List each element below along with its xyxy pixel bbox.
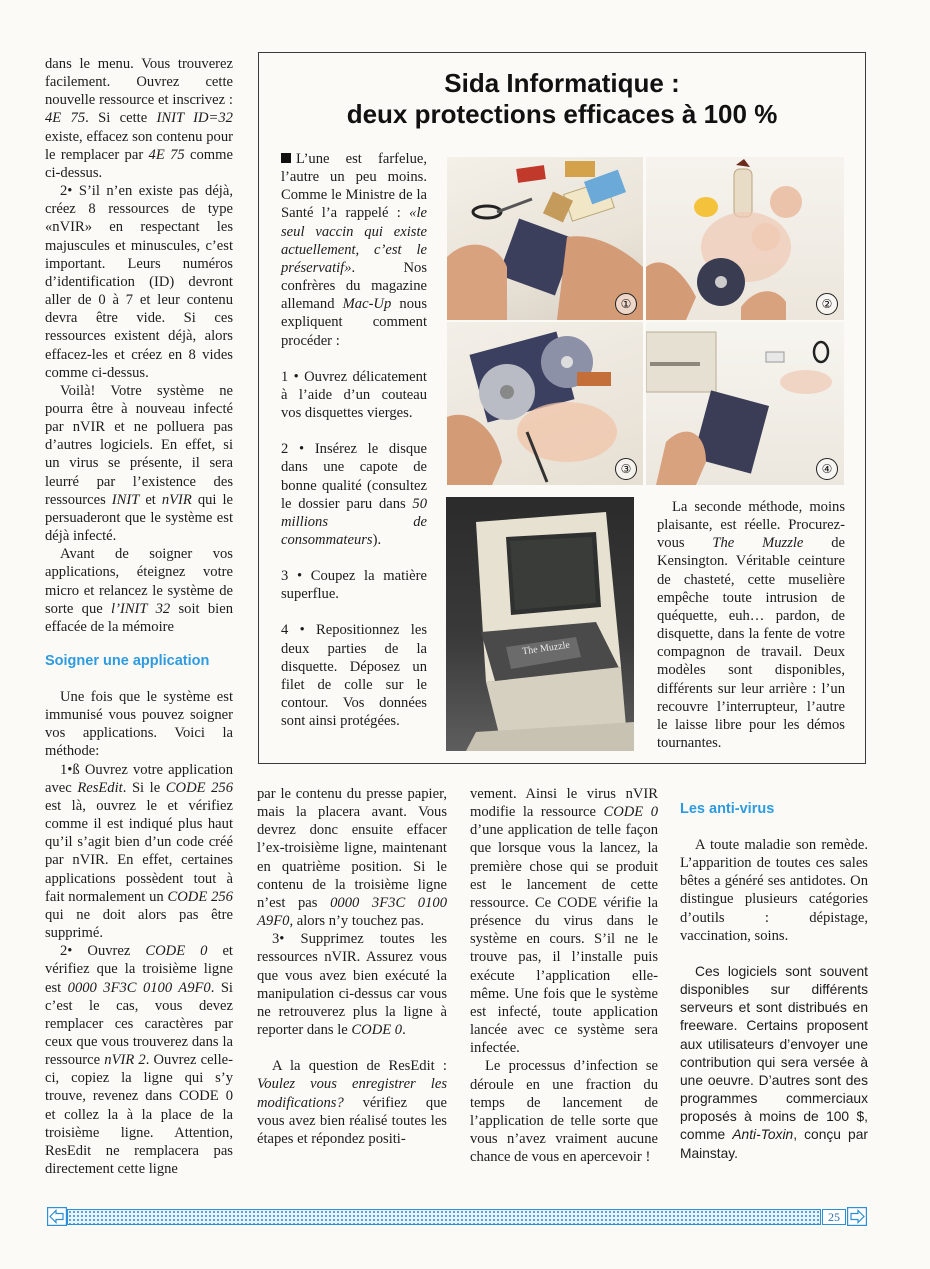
column-1 xyxy=(45,55,233,1178)
arrow-left-icon xyxy=(47,1207,67,1226)
photo-step-4 xyxy=(646,322,844,485)
paragraph: L’une est farfelue, l’autre un peu moins. Comme le Ministre de la Santé l’a rappelé : «le seul vaccin qui existe actuellement, c’est le préservatif». Nos confrères du magazine allemand Mac-Up nous expliquent comment procéder : xyxy=(281,151,427,349)
page-number: 25 xyxy=(822,1209,846,1225)
feature-title: Sida Informatique : deux protections efficaces à 100 % xyxy=(346,68,778,129)
paragraph: Voilà! Votre système ne pourra être à nouveau infecté par nVIR et ne polluera pas d’autres logiciels. En effet, si un virus se présente, il sera leurré par l’existence des ressources INIT et nVIR qui le persuaderont que le système est déjà infecté. xyxy=(45,382,233,545)
paragraph: Le processus d’infection se déroule en une fraction du temps de lancement de l’application de telle sorte que vous n’avez vraiment aucune chance de vous en apercevoir ! xyxy=(470,1058,658,1166)
paragraph: 2• Ouvrez CODE 0 et vérifiez que la troisième ligne est 0000 3F3C 0100 A9F0. Si c’est le cas, vous devez remplacer ces caractères par ceux que vous trouverez dans la ressource nVIR 2. Ouvrez celle-ci, copiez la ligne qui s’y trouve, revenez dans CODE 0 et collez la à la place de la troisième ligne. Attention, ResEdit ne remplacera pas directement cette ligne xyxy=(45,943,233,1178)
photo-muzzle xyxy=(446,497,634,751)
paragraph: A la question de ResEdit : Voulez vous enregistrer les modifications? vérifiez que vous avez bien réalisé toutes les étapes et répondez positi- xyxy=(257,1058,447,1147)
paragraph: vement. Ainsi le virus nVIR modifie la ressource CODE 0 d’une application de telle façon que lorsque vous la lancez, la première chose qui se produit est le lancement de cette ressource. Ce CODE vérifie la présence du virus dans le système en cours. S’il ne le trouve pas, il l’installe puis exécute l’application elle-même. Une fois que le système est infecté, toute application lancée avec ce système sera infectée. xyxy=(470,786,658,1057)
photo-number-badge: ③ xyxy=(615,458,637,480)
step-4: 4 • Repositionnez les deux parties de la disquette. Déposez un filet de colle sur le contour. Vos données sont ainsi protégées. xyxy=(281,622,427,730)
photo-number-badge: ① xyxy=(615,293,637,315)
photo-illustration xyxy=(447,157,643,320)
feature-right-column xyxy=(657,498,845,752)
column-2 xyxy=(257,785,447,1148)
photo-number-badge: ④ xyxy=(816,458,838,480)
paragraph: Une fois que le système est immunisé vous pouvez soigner vos applications. Voici la méthode: xyxy=(45,689,233,760)
bullet-square-icon xyxy=(281,153,291,163)
paragraph: 2• S’il n’en existe pas déjà, créez 8 ressources de type «nVIR» en respectant les majuscules et minuscules, c’est important. Leurs numéros d’identification (ID) devront aller de 0 à 7 et leur contenu devra être vide. Si ces ressources existent déjà, alors effacez-les et créez en 8 vides comme ci-dessus. xyxy=(45,183,233,381)
paragraph: 3• Supprimez toutes les ressources nVIR. Assurez vous que vous avez bien exécuté la manipulation ci-dessus car vous ne retrouverez plus la ligne à reporter dans le CODE 0. xyxy=(257,931,447,1039)
feature-intro-column xyxy=(281,150,427,730)
paragraph: par le contenu du presse papier, mais la placera avant. Vous devrez donc ensuite effacer l’ex-troisième ligne, maintenant en quatrième position. Si le contenu de la troisième ligne n’est pas 0000 3F3C 0100 A9F0, alors n’y touchez pas. xyxy=(257,786,447,930)
muzzle-label: The Muzzle xyxy=(521,639,571,658)
paragraph: Ces logiciels sont souvent disponibles sur différents serveurs et sont distribués en freeware. Certains proposent aux utilisateurs d’envoyer une contribution qui sera versée à une oeuvre. D’autres sont des programmes commerciaux proposés à moins de 100 $, comme Anti-Toxin, conçu par Mainstay. xyxy=(680,963,868,1161)
photo-illustration xyxy=(446,497,634,751)
paragraph: dans le menu. Vous trouverez facilement. Ouvrez cette nouvelle ressource et inscrivez : 4E 75. Si cette INIT ID=32 existe, effacez son contenu pour le remplacer par 4E 75 comme ci-dessus. xyxy=(45,56,233,181)
paragraph: La seconde méthode, moins plaisante, est réelle. Procurez-vous The Muzzle de Kensington. Véritable ceinture de chasteté, cette muselière empêche toute intrusion de quéquette, euh… pardon, de disquette, dans la fente de votre compagnon de travail. Deux modèles sont disponibles, différents sur leur arrière : l’un recouvre l’interrupteur, l’autre le laisse libre pour les démos tournantes. xyxy=(657,499,845,752)
paragraph: A toute maladie son remède. L’apparition de toutes ces sales bêtes a généré ses antidotes. On distingue plusieurs catégories d’outils : dépistage, vaccination, soins. xyxy=(680,837,868,944)
paragraph: Avant de soigner vos applications, éteignez votre micro et relancez le système de sorte que l’INIT 32 soit bien effacée de la mémoire xyxy=(45,546,233,635)
column-3 xyxy=(470,785,658,1166)
photo-step-1 xyxy=(447,157,643,320)
arrow-right-icon xyxy=(847,1207,867,1226)
page-footer xyxy=(47,1207,867,1226)
photo-step-2 xyxy=(646,157,844,320)
section-heading: Soigner une application xyxy=(45,653,210,669)
photo-number-badge: ② xyxy=(816,293,838,315)
photo-illustration xyxy=(646,157,844,320)
step-3: 3 • Coupez la matière superflue. xyxy=(281,568,427,603)
footer-dotted-bar xyxy=(67,1209,821,1225)
photo-step-3 xyxy=(447,322,643,485)
column-4 xyxy=(680,800,868,1163)
section-heading: Les anti-virus xyxy=(680,801,775,817)
photo-illustration xyxy=(447,322,643,485)
step-1: 1 • Ouvrez délicatement à l’aide d’un couteau vos disquettes vierges. xyxy=(281,368,427,422)
paragraph: 1•ß Ouvrez votre application avec ResEdit. Si le CODE 256 est là, ouvrez le et vérifiez comme il est indiqué plus haut qu’il s’agit bien d’un code créé par nVIR. En effet, certaines applications possèdent tout à fait normalement un CODE 256 qui ne doit alors pas être supprimé. xyxy=(45,761,233,942)
step-2: 2 • Insérez le disque dans une capote de bonne qualité (consultez le dossier paru dans 50 millions de consommateurs). xyxy=(281,441,427,548)
photo-illustration xyxy=(646,322,844,485)
